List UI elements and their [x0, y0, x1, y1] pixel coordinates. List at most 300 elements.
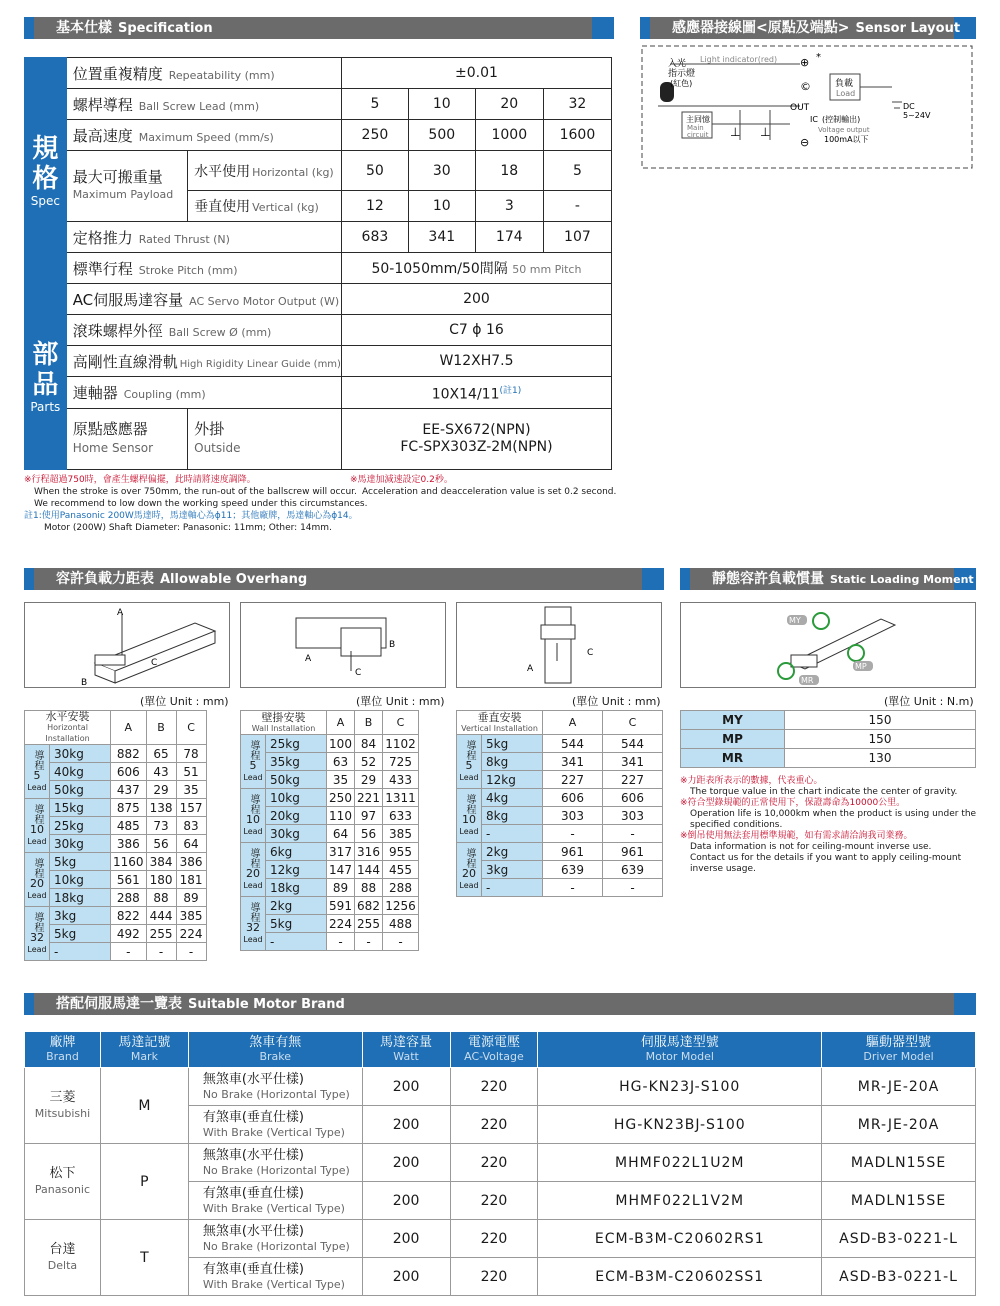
table-row [25, 763, 207, 781]
table-row [241, 753, 419, 771]
value-cell: 29 [146, 781, 176, 799]
load-cell: 8kg [482, 807, 543, 825]
home-sensor-label: 原點感應器 Home Sensor [66, 408, 187, 469]
value-cell: 437 [111, 781, 147, 799]
unit-label: (單位 Unit : mm) [356, 695, 445, 708]
table-row [457, 861, 663, 879]
value-cell: 485 [111, 817, 147, 835]
load-cell: 3kg [50, 907, 111, 925]
value-cell: 97 [355, 807, 383, 825]
payload-v-value: - [543, 191, 611, 222]
table-row [25, 853, 207, 871]
table-row [457, 771, 663, 789]
value-cell: 955 [383, 843, 419, 861]
value-cell: 492 [111, 925, 147, 943]
column-header: C [383, 711, 419, 735]
value-cell: 250 [327, 789, 355, 807]
load-cell: 40kg [50, 763, 111, 781]
vertical-table-body [456, 710, 663, 897]
payload-horizontal-label: 水平使用 Horizontal (kg) [188, 151, 342, 191]
value-cell: 181 [176, 871, 206, 889]
lead-label: 螺桿導程 Ball Screw Lead (mm) [66, 89, 341, 120]
value-cell: 83 [176, 817, 206, 835]
value-cell: 288 [383, 879, 419, 897]
value-cell: 255 [355, 915, 383, 933]
speed-label: 最高速度 Maximum Speed (mm/s) [66, 120, 341, 151]
lead-group-label: 導程 20 Lead [25, 853, 50, 907]
svg-text:MY: MY [789, 616, 801, 625]
value-cell: 43 [146, 763, 176, 781]
value-cell: 455 [383, 861, 419, 879]
motor-column-header: 電源電壓 AC-Voltage [450, 1032, 538, 1068]
thrust-value: 174 [475, 222, 543, 253]
value-cell: 221 [355, 789, 383, 807]
table-row [457, 789, 663, 807]
motor-column-header: 馬達記號 Mark [100, 1032, 188, 1068]
value-cell: 639 [543, 861, 603, 879]
value-cell: 961 [603, 843, 663, 861]
payload-h-value: 50 [341, 151, 408, 191]
svg-text:Voltage output: Voltage output [818, 126, 870, 134]
driver-model-cell: ASD-B3-0221-L [822, 1258, 976, 1296]
brand-cell: 三菱 Mitsubishi [25, 1068, 101, 1144]
value-cell: 875 [111, 799, 147, 817]
svg-text:負載: 負載 [835, 79, 854, 89]
value-cell: 386 [176, 853, 206, 871]
column-header: A [543, 711, 603, 735]
value-cell: 89 [327, 879, 355, 897]
table-row [25, 925, 207, 943]
payload-label: 最大可搬重量 Maximum Payload [66, 151, 187, 222]
load-cell: 12kg [266, 861, 327, 879]
load-cell: 10kg [266, 789, 327, 807]
load-cell: 4kg [482, 789, 543, 807]
svg-text:100mA以下: 100mA以下 [824, 135, 869, 144]
value-cell: - [603, 879, 663, 897]
load-cell: 15kg [50, 799, 111, 817]
value-cell: 725 [383, 753, 419, 771]
thrust-label: 定格推力 Rated Thrust (N) [66, 222, 341, 253]
brand-cell: 台達 Delta [25, 1220, 101, 1296]
value-cell: 88 [146, 889, 176, 907]
load-cell: 30kg [50, 835, 111, 853]
spec-notes: ※行程超過750時，會產生螺桿偏擺，此時請將速度調降。 When the stroke is over 750mm, the run-out of the ballscrew will occur. We recommend to low down the working speed under this circumstances. 註1:使用Panasonic 200W馬達時，馬達軸心為ϕ11；其他廠牌，馬達軸心為ϕ14。 Motor (200W) Shaft Diameter: Panasonic: 11mm; Other: 14mm. [24, 475, 368, 533]
table-row [25, 907, 207, 925]
load-cell: 5kg [50, 853, 111, 871]
motor-model-cell: HG-KN23BJ-S100 [538, 1106, 822, 1144]
value-cell: 317 [327, 843, 355, 861]
transistor-icon: ⊥ [760, 125, 771, 139]
load-cell: - [482, 879, 543, 897]
vertical-diagram [456, 602, 662, 688]
svg-text:C: C [151, 658, 158, 668]
lead-value: 20 [475, 89, 543, 120]
value-cell: 682 [355, 897, 383, 915]
table-row [241, 915, 419, 933]
wall-overhang-table [240, 710, 419, 951]
mark-cell: P [100, 1144, 188, 1220]
voltage-cell: 220 [450, 1144, 538, 1182]
table-row [25, 817, 207, 835]
brake-cell: 有煞車(垂直仕樣) With Brake (Vertical Type) [188, 1258, 362, 1296]
value-cell: 73 [146, 817, 176, 835]
installation-title: 垂直安裝 Vertical Installation [457, 711, 543, 735]
value-cell: 316 [355, 843, 383, 861]
load-cell: 6kg [266, 843, 327, 861]
value-cell: 303 [603, 807, 663, 825]
coupling-label: 連軸器 Coupling (mm) [66, 377, 341, 408]
static-moment-table [680, 710, 976, 768]
lead-group-label: 導程 32 Lead [25, 907, 50, 961]
thrust-value: 107 [543, 222, 611, 253]
lead-group-label: 導程 10 Lead [241, 789, 266, 843]
stroke-value: 50-1050mm/50間隔 50 mm Pitch [341, 253, 611, 284]
value-cell: 633 [383, 807, 419, 825]
table-row [241, 861, 419, 879]
watt-cell: 200 [362, 1144, 450, 1182]
table-row [457, 879, 663, 897]
value-cell: 52 [355, 753, 383, 771]
load-cell: 5kg [266, 915, 327, 933]
table-row [241, 735, 419, 753]
value-cell: 433 [383, 771, 419, 789]
brake-cell: 有煞車(垂直仕樣) With Brake (Vertical Type) [188, 1182, 362, 1220]
svg-text:指示燈: 指示燈 [668, 69, 696, 79]
home-sensor-sub-label: 外掛 Outside [188, 408, 342, 469]
svg-text:A: A [117, 608, 124, 618]
lead-value: 5 [341, 89, 408, 120]
value-cell: - [176, 943, 206, 961]
vertical-overhang-table [456, 710, 663, 897]
load-cell: 50kg [266, 771, 327, 789]
table-row: MY 150 [681, 711, 976, 730]
thrust-value: 341 [408, 222, 475, 253]
lead-group-label: 導程 5 Lead [241, 735, 266, 789]
driver-model-cell: MADLN15SE [822, 1144, 976, 1182]
table-row [241, 897, 419, 915]
watt-cell: 200 [362, 1068, 450, 1106]
value-cell: 89 [176, 889, 206, 907]
table-row [457, 735, 663, 753]
spec-side-label: 規格 Spec [25, 58, 67, 284]
lead-group-label: 導程 5 Lead [457, 735, 482, 789]
value-cell: 288 [111, 889, 147, 907]
static-moment-diagram [680, 602, 976, 688]
motor-table [24, 1031, 976, 1296]
column-header: B [355, 711, 383, 735]
table-row [241, 825, 419, 843]
value-cell: 227 [543, 771, 603, 789]
lead-value: 10 [408, 89, 475, 120]
watt-cell: 200 [362, 1258, 450, 1296]
payload-h-value: 30 [408, 151, 475, 191]
motor-model-cell: ECM-B3M-C20602RS1 [538, 1220, 822, 1258]
load-cell: 8kg [482, 753, 543, 771]
value-cell: 56 [146, 835, 176, 853]
spec-table [24, 57, 612, 470]
value-cell: 65 [146, 745, 176, 763]
svg-text:IC: IC [810, 115, 818, 124]
horizontal-overhang-table [24, 710, 207, 961]
value-cell: 147 [327, 861, 355, 879]
guide-label: 高剛性直線滑軌 High Rigidity Linear Guide (mm) [66, 346, 341, 377]
svg-text:B: B [389, 640, 396, 650]
value-cell: 157 [176, 799, 206, 817]
motor-header: 搭配伺服馬達一覽表 Suitable Motor Brand [24, 993, 976, 1015]
value-cell: 84 [355, 735, 383, 753]
svg-text:A: A [527, 664, 534, 674]
table-row [241, 807, 419, 825]
static-header: 靜態容許負載慣量 Static Loading Moment [680, 568, 976, 590]
value-cell: 180 [146, 871, 176, 889]
svg-text:Light indicator(red): Light indicator(red) [700, 55, 778, 64]
value-cell: 224 [176, 925, 206, 943]
watt-cell: 200 [362, 1220, 450, 1258]
driver-model-cell: MADLN15SE [822, 1182, 976, 1220]
load-cell: 30kg [266, 825, 327, 843]
column-header: A [111, 711, 147, 745]
value-cell: 56 [355, 825, 383, 843]
installation-title: 水平安裝 Horizontal Installation [25, 711, 111, 745]
mp-rotation-icon [848, 645, 864, 661]
load-cell: 20kg [266, 807, 327, 825]
motor-model-cell: HG-KN23J-S100 [538, 1068, 822, 1106]
svg-text:(紅色): (紅色) [670, 79, 693, 88]
value-cell: 224 [327, 915, 355, 933]
value-cell: 606 [543, 789, 603, 807]
value-cell: 544 [603, 735, 663, 753]
load-cell: - [50, 943, 111, 961]
value-cell: 64 [176, 835, 206, 853]
value-cell: 961 [543, 843, 603, 861]
table-row: MR 130 [681, 749, 976, 768]
table-row [241, 771, 419, 789]
value-cell: - [543, 825, 603, 843]
load-cell: 10kg [50, 871, 111, 889]
value-cell: - [355, 933, 383, 951]
wall-table-body [240, 710, 419, 951]
parts-side-label: 部品 Parts [25, 284, 67, 470]
watt-cell: 200 [362, 1182, 450, 1220]
value-cell: 64 [327, 825, 355, 843]
load-cell: 30kg [50, 745, 111, 763]
column-header: C [176, 711, 206, 745]
svg-text:5~24V: 5~24V [903, 111, 931, 120]
value-cell: 822 [111, 907, 147, 925]
load-cell: - [266, 933, 327, 951]
payload-v-value: 3 [475, 191, 543, 222]
load-cell: 18kg [50, 889, 111, 907]
value-cell: - [111, 943, 147, 961]
brake-cell: 有煞車(垂直仕樣) With Brake (Vertical Type) [188, 1106, 362, 1144]
table-row [25, 871, 207, 889]
value-cell: 88 [355, 879, 383, 897]
table-row [25, 835, 207, 853]
brand-cell: 松下 Panasonic [25, 1144, 101, 1220]
repeat-value: ±0.01 [341, 58, 611, 89]
motor-column-header: 廠牌 Brand [25, 1032, 101, 1068]
svg-text:DC: DC [903, 102, 915, 111]
spec-header: 基本仕樣 Specification [24, 17, 614, 39]
value-cell: 606 [111, 763, 147, 781]
value-cell: 110 [327, 807, 355, 825]
motor-column-header: 伺服馬達型號 Motor Model [538, 1032, 822, 1068]
payload-v-value: 12 [341, 191, 408, 222]
value-cell: 29 [355, 771, 383, 789]
value-cell: - [383, 933, 419, 951]
table-row [25, 745, 207, 763]
svg-text:MR: MR [801, 676, 814, 685]
motor-column-header: 驅動器型號 Driver Model [822, 1032, 976, 1068]
accel-notes: ※馬達加減速設定0.2秒。 Acceleration and deacceleration value is set 0.2 second. [350, 475, 617, 497]
voltage-cell: 220 [450, 1220, 538, 1258]
value-cell: 138 [146, 799, 176, 817]
value-cell: 488 [383, 915, 419, 933]
value-cell: 385 [383, 825, 419, 843]
speed-value: 250 [341, 120, 408, 151]
load-cell: 25kg [266, 735, 327, 753]
value-cell: 341 [603, 753, 663, 771]
value-cell: 63 [327, 753, 355, 771]
table-row [25, 1068, 976, 1106]
column-header: A [327, 711, 355, 735]
column-header: C [603, 711, 663, 735]
mark-cell: T [100, 1220, 188, 1296]
lead-group-label: 導程 20 Lead [457, 843, 482, 897]
value-cell: 303 [543, 807, 603, 825]
load-cell: - [482, 825, 543, 843]
svg-text:C: C [355, 668, 362, 678]
value-cell: 386 [111, 835, 147, 853]
sensor-header: 感應器接線圖<原點及端點> Sensor Layout [640, 17, 976, 39]
payload-h-value: 5 [543, 151, 611, 191]
value-cell: 385 [176, 907, 206, 925]
mr-rotation-icon [778, 663, 794, 679]
value-cell: 255 [146, 925, 176, 943]
value-cell: 78 [176, 745, 206, 763]
my-rotation-icon [813, 613, 829, 629]
payload-h-value: 18 [475, 151, 543, 191]
table-row [241, 879, 419, 897]
ballscrew-label: 滾珠螺桿外徑 Ball Screw Ø (mm) [66, 315, 341, 346]
value-cell: - [603, 825, 663, 843]
value-cell: - [543, 879, 603, 897]
brake-cell: 無煞車(水平仕樣) No Brake (Horizontal Type) [188, 1068, 362, 1106]
motor-model-cell: MHMF022L1V2M [538, 1182, 822, 1220]
voltage-cell: 220 [450, 1182, 538, 1220]
table-row [25, 781, 207, 799]
guide-value: W12XH7.5 [341, 346, 611, 377]
table-row [241, 789, 419, 807]
motor-model-cell: MHMF022L1U2M [538, 1144, 822, 1182]
svg-text:⊖: ⊖ [800, 136, 810, 149]
svg-text:B: B [81, 678, 88, 687]
svg-text:circuit: circuit [687, 131, 709, 139]
load-cell: 25kg [50, 817, 111, 835]
column-header: B [146, 711, 176, 745]
value-cell: 444 [146, 907, 176, 925]
static-notes: ※力距表所表示的數據，代表重心。 The torque value in the chart indicate the center of gravity. ※符合型錄規範的正常使用下，保證壽命為10000公里。 Operation life is 10,000km when the product is using under the specified conditions. ※倒吊使用無法套用標準規範，如有需求請洽詢我司業務。 Data information is not for ceiling-mount inverse use. Contact us for the details if you want to apply ceiling-mount inverse usage. [680, 776, 977, 874]
unit-label: (單位 Unit : mm) [572, 695, 661, 708]
value-cell: 639 [603, 861, 663, 879]
value-cell: 1311 [383, 789, 419, 807]
value-cell: 35 [327, 771, 355, 789]
svg-text:©: © [800, 80, 811, 93]
table-row [241, 843, 419, 861]
table-row [457, 807, 663, 825]
table-row [25, 799, 207, 817]
load-cell: 5kg [50, 925, 111, 943]
horizontal-table-body [24, 710, 207, 961]
value-cell: 384 [146, 853, 176, 871]
lead-group-label: 導程 10 Lead [457, 789, 482, 843]
watt-cell: 200 [362, 1106, 450, 1144]
svg-text:入光: 入光 [668, 59, 687, 69]
overhang-header: 容許負載力距表 Allowable Overhang [24, 568, 664, 590]
load-cell: 5kg [482, 735, 543, 753]
speed-value: 500 [408, 120, 475, 151]
svg-text:Load: Load [836, 89, 856, 98]
load-cell: 3kg [482, 861, 543, 879]
coupling-value: $10X14/11^{(註1)}$ [341, 377, 611, 408]
svg-text:MP: MP [855, 662, 867, 671]
transistor-icon: ⊥ [730, 125, 741, 139]
lead-group-label: 導程 20 Lead [241, 843, 266, 897]
value-cell: 1102 [383, 735, 419, 753]
installation-title: 壁掛安裝 Wall Installation [241, 711, 327, 735]
svg-text:主回憶: 主回憶 [686, 115, 710, 124]
svg-text:*: * [816, 52, 821, 63]
motor-model-cell: ECM-B3M-C20602SS1 [538, 1258, 822, 1296]
svg-text:A: A [305, 654, 312, 664]
load-cell: 2kg [482, 843, 543, 861]
lead-group-label: 導程 5 Lead [25, 745, 50, 799]
value-cell: 227 [603, 771, 663, 789]
mark-cell: M [100, 1068, 188, 1144]
svg-text:(控制輸出): (控制輸出) [822, 115, 861, 124]
stroke-label: 標準行程 Stroke Pitch (mm) [66, 253, 341, 284]
home-sensor-value: EE-SX672(NPN) FC-SPX303Z-2M(NPN) [341, 408, 611, 469]
voltage-cell: 220 [450, 1258, 538, 1296]
value-cell: 1256 [383, 897, 419, 915]
value-cell: 591 [327, 897, 355, 915]
table-row [25, 943, 207, 961]
thrust-value: 683 [341, 222, 408, 253]
motor-output-label: AC伺服馬達容量 AC Servo Motor Output (W) [66, 284, 341, 315]
driver-model-cell: MR-JE-20A [822, 1068, 976, 1106]
value-cell: 51 [176, 763, 206, 781]
table-row [457, 843, 663, 861]
repeat-label: 位置重複精度 Repeatability (mm) [66, 58, 341, 89]
brake-cell: 無煞車(水平仕樣) No Brake (Horizontal Type) [188, 1220, 362, 1258]
driver-model-cell: ASD-B3-0221-L [822, 1220, 976, 1258]
value-cell: 100 [327, 735, 355, 753]
load-cell: 18kg [266, 879, 327, 897]
load-cell: 12kg [482, 771, 543, 789]
lead-group-label: 導程 10 Lead [25, 799, 50, 853]
brake-cell: 無煞車(水平仕樣) No Brake (Horizontal Type) [188, 1144, 362, 1182]
value-cell: 544 [543, 735, 603, 753]
driver-model-cell: MR-JE-20A [822, 1106, 976, 1144]
value-cell: 561 [111, 871, 147, 889]
load-cell: 2kg [266, 897, 327, 915]
lead-value: 32 [543, 89, 611, 120]
svg-text:Main: Main [687, 124, 704, 132]
voltage-cell: 220 [450, 1106, 538, 1144]
value-cell: 144 [355, 861, 383, 879]
payload-vertical-label: 垂直使用 Vertical (kg) [188, 191, 342, 222]
motor-column-header: 馬達容量 Watt [362, 1032, 450, 1068]
